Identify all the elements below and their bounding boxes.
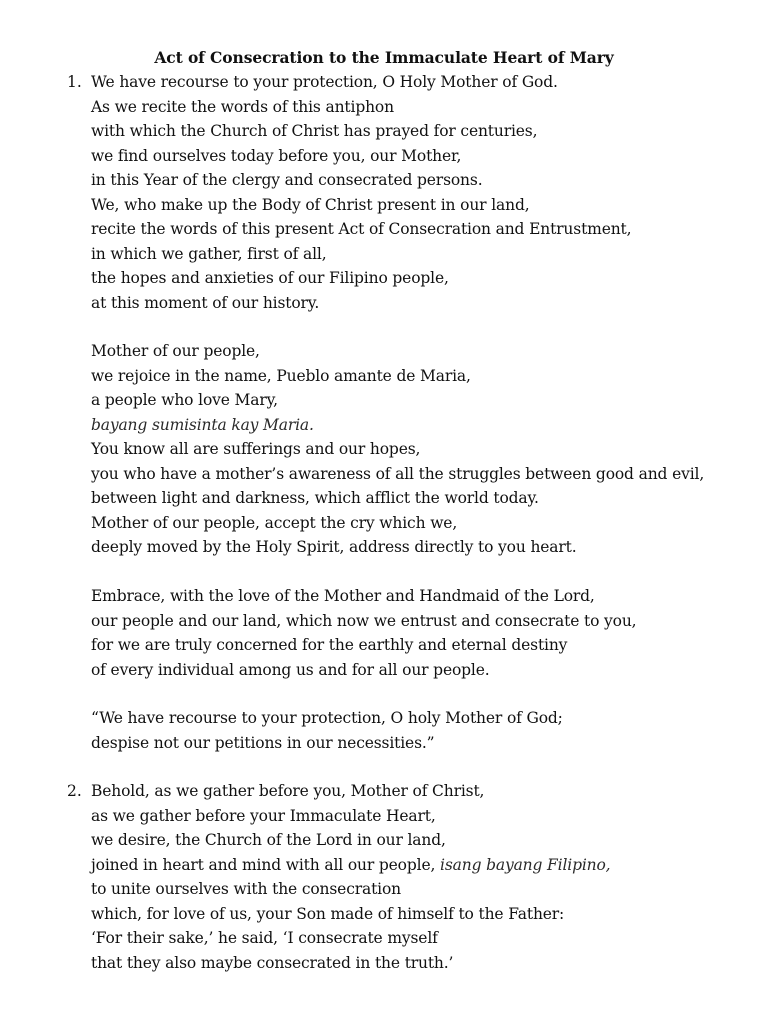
text-line: ‘For their sake,’ he said, ‘I consecrate myself <box>91 929 438 947</box>
paragraph-2 <box>91 339 761 560</box>
text-line: we rejoice in the name, Pueblo amante de Maria, <box>91 366 471 385</box>
text-line: as we gather before your Immaculate Heart, <box>91 806 436 825</box>
text-line: Mother of our people, <box>91 342 260 360</box>
text-line: despise not our petitions in our necessities.” <box>91 733 435 752</box>
text-line: Behold, as we gather before you, Mother of Christ, <box>91 782 485 800</box>
text-line: We have recourse to your protection, O Holy Mother of God. <box>91 73 558 91</box>
text-line: with which the Church of Christ has prayed for centuries, <box>91 122 538 140</box>
document-title: Act of Consecration to the Immaculate Heart of Mary <box>154 48 614 67</box>
text-line: You know all are sufferings and our hopes, <box>91 440 421 458</box>
paragraph-1 <box>91 70 761 315</box>
text-segment: joined in heart and mind with all our people, <box>91 855 436 874</box>
text-line: in which we gather, first of all, <box>91 244 327 263</box>
text-line: Embrace, with the love of the Mother and Handmaid of the Lord, <box>91 587 595 605</box>
text-line: at this moment of our history. <box>91 293 320 312</box>
text-line: of every individual among us and for all our people. <box>91 660 490 679</box>
text-line: to unite ourselves with the consecration <box>91 880 401 898</box>
paragraph-5 <box>91 779 761 975</box>
text-line: we find ourselves today before you, our Mother, <box>91 146 462 165</box>
text-line: deeply moved by the Holy Spirit, address directly to you heart. <box>91 538 577 556</box>
text-line: the hopes and anxieties of our Filipino people, <box>91 269 449 287</box>
text-line: in this Year of the clergy and consecrated persons. <box>91 171 483 189</box>
text-line: our people and our land, which now we entrust and consecrate to you, <box>91 611 637 630</box>
text-line: a people who love Mary, <box>91 391 278 409</box>
text-line: which, for love of us, your Son made of himself to the Father: <box>91 904 565 923</box>
text-line: that they also maybe consecrated in the truth.’ <box>91 953 454 972</box>
italic-text-line: bayang sumisinta kay Maria. <box>91 415 314 434</box>
section-number: 2. <box>67 782 82 800</box>
text-line: As we recite the words of this antiphon <box>91 97 394 116</box>
section-number: 1. <box>67 73 82 91</box>
text-line: for we are truly concerned for the earthly and eternal destiny <box>91 636 568 654</box>
text-line: between light and darkness, which afflict the world today. <box>91 489 539 507</box>
paragraph-3 <box>91 584 761 682</box>
text-line: Mother of our people, accept the cry which we, <box>91 513 458 532</box>
text-line: we desire, the Church of the Lord in our land, <box>91 831 446 849</box>
text-line-with-italic <box>91 853 761 878</box>
italic-text-segment: isang bayang Filipino, <box>440 855 611 874</box>
text-line: you who have a mother’s awareness of all the struggles between good and evil, <box>91 464 705 483</box>
text-line: “We have recourse to your protection, O holy Mother of God; <box>91 709 563 727</box>
text-line: recite the words of this present Act of Consecration and Entrustment, <box>91 220 632 238</box>
paragraph-4 <box>91 706 761 755</box>
text-line: We, who make up the Body of Christ present in our land, <box>91 195 530 214</box>
